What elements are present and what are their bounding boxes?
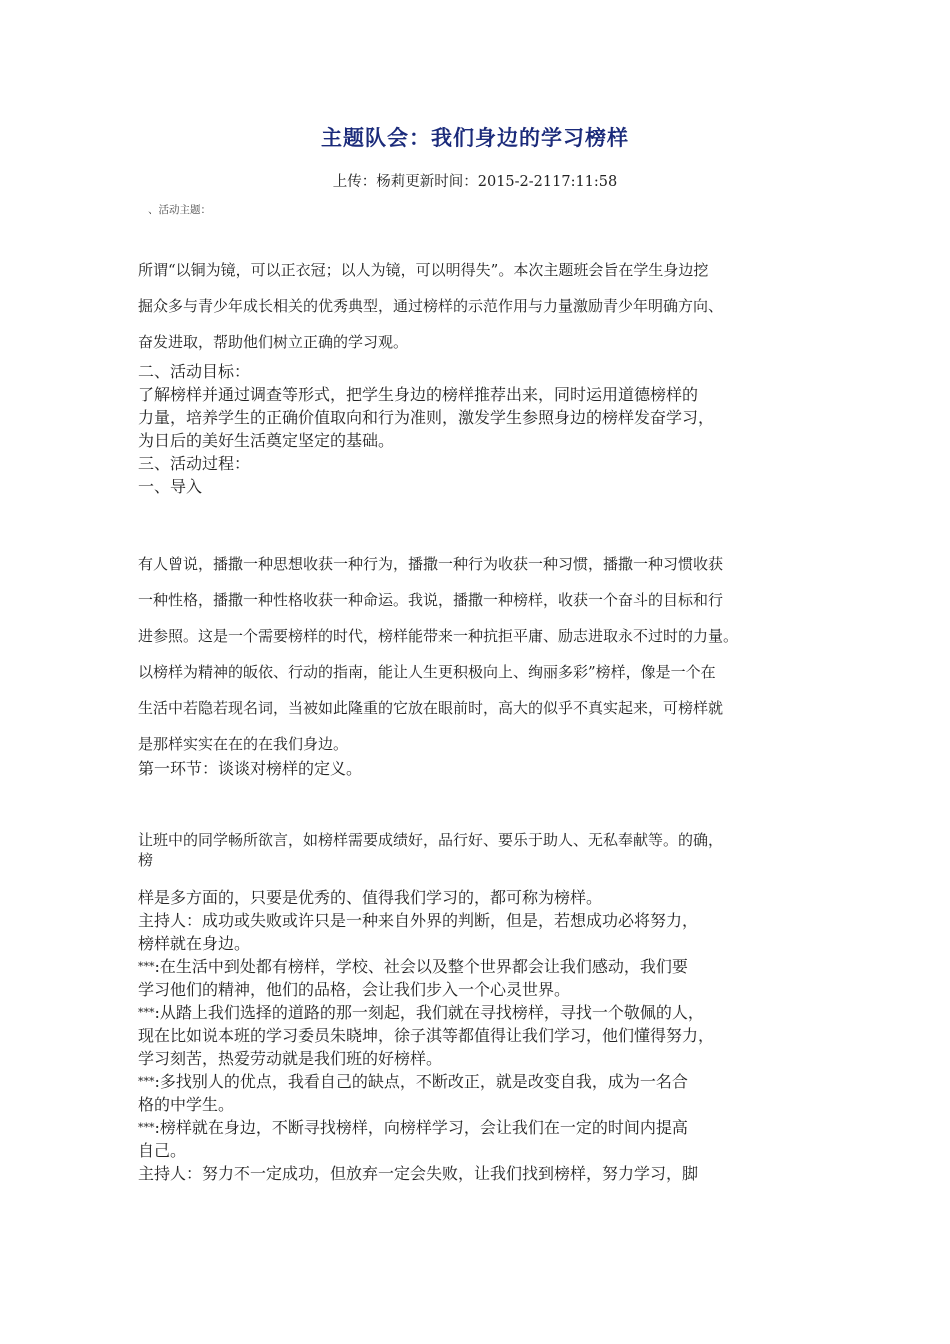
upload-meta: 上传：杨莉更新时间：2015-2-2117:11:58 — [332, 174, 618, 190]
host-line: 主持人：成功或失败或许只是一种来自外界的判断，但是，若想成功必将努力， — [138, 911, 699, 930]
speaker-mark: *** — [138, 1075, 155, 1088]
speaker-line — [138, 1116, 818, 1139]
step-1-heading: 第一环节：谈谈对榜样的定义。 — [138, 759, 363, 778]
text-line: 为日后的美好生活奠定坚定的基础。 — [138, 431, 395, 450]
speaker-text: :榜样就在身边，不断寻找榜样，向榜样学习，会让我们在一定的时间内提高 — [154, 1118, 688, 1137]
text-line: 进参照。这是一个需要榜样的时代，榜样能带来一种抗拒平庸、励志进取永不过时的力量。 — [138, 627, 739, 645]
text-line: 了解榜样并通过调查等形式，把学生身边的榜样推荐出来，同时运用道德榜样的 — [138, 385, 699, 404]
paragraph-definition — [138, 830, 818, 870]
text-line: 有人曾说，播撒一种思想收获一种行为，播撒一种行为收获一种习惯，播撒一种习惯收获 — [138, 555, 724, 573]
sub-1-heading: 一、导入 — [138, 477, 203, 496]
discussion-block — [138, 886, 818, 1185]
text-line: 以榜样为精神的皈依、行动的指南，能让人生更积极向上、绚丽多彩”榜样，像是一个在 — [138, 663, 716, 681]
text-line: 榜 — [138, 851, 154, 869]
speaker-mark: *** — [138, 1121, 155, 1134]
section-1-label: 、活动主题： — [148, 204, 211, 216]
text-line: 让班中的同学畅所欲言，如榜样需要成绩好，品行好、要乐于助人、无私奉献等。的确， — [138, 831, 724, 849]
text-line: 自己。 — [138, 1141, 187, 1160]
text-line: 格的中学生。 — [138, 1095, 235, 1114]
text-line: 是那样实实在在的在我们身边。 — [138, 735, 349, 753]
speaker-mark: *** — [138, 960, 155, 973]
speaker-text: :在生活中到处都有榜样，学校、社会以及整个世界都会让我们感动，我们要 — [154, 957, 688, 976]
section-2-heading: 二、活动目标： — [138, 362, 251, 381]
speaker-text: :从踏上我们选择的道路的那一刻起，我们就在寻找榜样，寻找一个敬佩的人， — [154, 1003, 704, 1022]
page-title: 主题队会：我们身边的学习榜样 — [321, 126, 629, 150]
text-line: 生活中若隐若现名词，当被如此隆重的它放在眼前时，高大的似乎不真实起来，可榜样就 — [138, 699, 724, 717]
host-line: 主持人：努力不一定成功，但放弃一定会失败，让我们找到榜样，努力学习，脚 — [138, 1164, 699, 1183]
text-line: 掘众多与青少年成长相关的优秀典型，通过榜样的示范作用与力量激励青少年明确方向、 — [138, 297, 724, 315]
paragraph-intro-2 — [138, 546, 838, 762]
text-line: 一种性格，播撒一种性格收获一种命运。我说，播撒一种榜样，收获一个奋斗的目标和行 — [138, 591, 724, 609]
text-line: 样是多方面的，只要是优秀的、值得我们学习的，都可称为榜样。 — [138, 888, 603, 907]
section-2-block — [138, 360, 818, 498]
paragraph-intro — [138, 252, 838, 360]
text-line: 学习刻苦，热爱劳动就是我们班的好榜样。 — [138, 1049, 443, 1068]
speaker-line — [138, 1070, 818, 1093]
text-line: 学习他们的精神，他们的品格，会让我们步入一个心灵世界。 — [138, 980, 571, 999]
text-line: 榜样就在身边。 — [138, 934, 251, 953]
text-line: 现在比如说本班的学习委员朱晓坤，徐子淇等都值得让我们学习，他们懂得努力， — [138, 1026, 715, 1045]
text-line: 力量，培养学生的正确价值取向和行为准则，激发学生参照身边的榜样发奋学习， — [138, 408, 715, 427]
speaker-mark: *** — [138, 1006, 155, 1019]
text-line: 所谓“以铜为镜，可以正衣冠；以人为镜，可以明得失”。本次主题班会旨在学生身边挖 — [138, 261, 709, 279]
text-line: 奋发进取，帮助他们树立正确的学习观。 — [138, 333, 409, 351]
section-3-heading: 三、活动过程： — [138, 454, 251, 473]
speaker-line — [138, 1001, 818, 1024]
speaker-text: :多找别人的优点，我看自己的缺点，不断改正，就是改变自我，成为一名合 — [154, 1072, 688, 1091]
speaker-line — [138, 955, 818, 978]
step-1-heading-block — [138, 757, 818, 780]
